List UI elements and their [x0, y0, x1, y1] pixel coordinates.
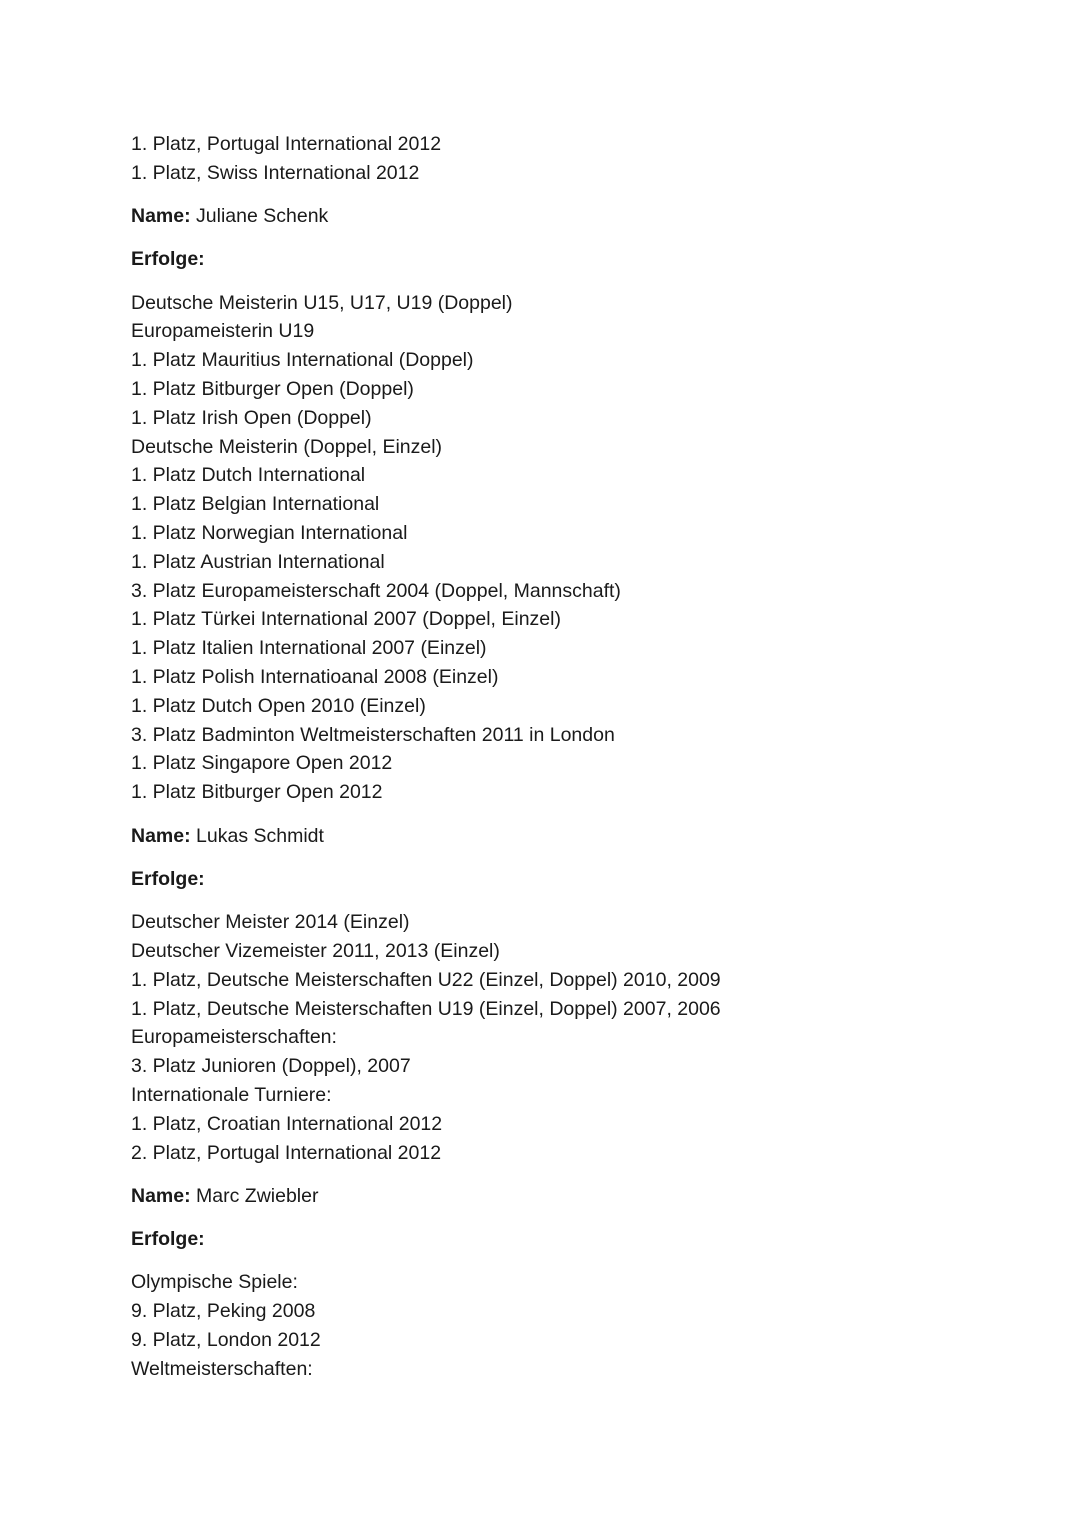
list-item: Weltmeisterschaften: — [131, 1357, 313, 1380]
document-page — [131, 130, 1011, 1384]
list-item: 3. Platz Badminton Weltmeisterschaften 2011 in London — [131, 723, 615, 746]
athlete-name: Marc Zwiebler — [196, 1184, 319, 1207]
list-item: 3. Platz Europameisterschaft 2004 (Doppel, Mannschaft) — [131, 579, 621, 602]
name-label: Name: — [131, 205, 191, 228]
athlete-name-line — [131, 1182, 1011, 1211]
list-item: 1. Platz, Swiss International 2012 — [131, 161, 420, 184]
list-item: Olympische Spiele: — [131, 1271, 298, 1294]
list-item: Deutscher Meister 2014 (Einzel) — [131, 911, 410, 934]
list-item: 1. Platz Irish Open (Doppel) — [131, 406, 372, 429]
list-item: 1. Platz, Deutsche Meisterschaften U22 (Einzel, Doppel) 2010, 2009 — [131, 968, 721, 991]
list-item: Europameisterschaften: — [131, 1026, 337, 1049]
list-item: 2. Platz, Portugal International 2012 — [131, 1141, 442, 1164]
list-item: 1. Platz Dutch International — [131, 464, 366, 487]
athlete-name: Juliane Schenk — [196, 205, 329, 228]
list-item: 1. Platz, Croatian International 2012 — [131, 1112, 443, 1135]
list-item: 1. Platz Austrian International — [131, 550, 385, 573]
achievements-list — [131, 908, 1011, 1167]
athlete-name: Lukas Schmidt — [196, 824, 324, 847]
list-item: 1. Platz, Portugal International 2012 — [131, 133, 442, 155]
intro-list — [131, 130, 1011, 188]
achievements-heading: Erfolge: — [131, 867, 205, 890]
list-item: Deutsche Meisterin U15, U17, U19 (Doppel) — [131, 291, 513, 314]
list-item: 1. Platz Belgian International — [131, 493, 380, 516]
list-item: 9. Platz, London 2012 — [131, 1328, 321, 1351]
name-label: Name: — [131, 1184, 191, 1207]
list-item: Deutsche Meisterin (Doppel, Einzel) — [131, 435, 443, 458]
achievements-list — [131, 289, 1011, 807]
list-item: 1. Platz, Deutsche Meisterschaften U19 (Einzel, Doppel) 2007, 2006 — [131, 997, 721, 1020]
list-item: 1. Platz Dutch Open 2010 (Einzel) — [131, 694, 426, 717]
achievements-list — [131, 1268, 1011, 1383]
list-item: Deutscher Vizemeister 2011, 2013 (Einzel) — [131, 939, 500, 962]
list-item: 1. Platz Bitburger Open 2012 — [131, 781, 383, 804]
list-item: 1. Platz Mauritius International (Doppel) — [131, 349, 474, 372]
list-item: 1. Platz Singapore Open 2012 — [131, 752, 393, 775]
list-item: 3. Platz Junioren (Doppel), 2007 — [131, 1055, 411, 1078]
list-item: 1. Platz Norwegian International — [131, 522, 408, 545]
achievements-heading: Erfolge: — [131, 248, 205, 271]
list-item: 1. Platz Bitburger Open (Doppel) — [131, 378, 414, 401]
athlete-name-line — [131, 202, 1011, 231]
list-item: 9. Platz, Peking 2008 — [131, 1300, 316, 1323]
list-item: 1. Platz Italien International 2007 (Einzel) — [131, 637, 487, 660]
list-item: 1. Platz Polish Internatioanal 2008 (Einzel) — [131, 666, 499, 689]
list-item: Internationale Turniere: — [131, 1083, 332, 1106]
list-item: Europameisterin U19 — [131, 320, 315, 343]
athlete-name-line — [131, 822, 1011, 851]
achievements-heading: Erfolge: — [131, 1228, 205, 1251]
list-item: 1. Platz Türkei International 2007 (Doppel, Einzel) — [131, 608, 561, 631]
name-label: Name: — [131, 824, 191, 847]
